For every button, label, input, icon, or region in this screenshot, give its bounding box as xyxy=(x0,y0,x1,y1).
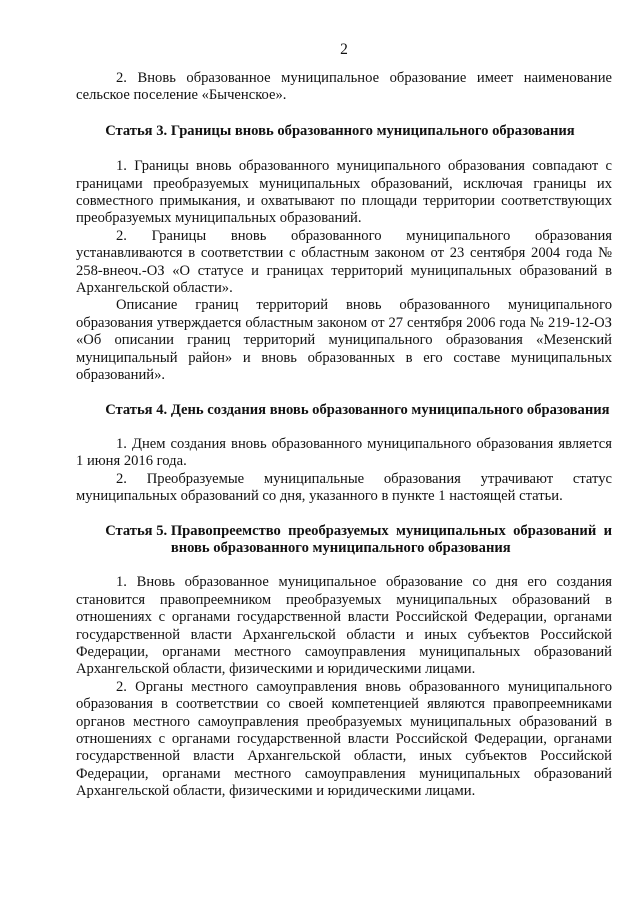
paragraph: 2. Вновь образованное муниципальное образование имеет наименование сельское поселение «Быченское». xyxy=(76,70,612,104)
article-number: Статья 4. xyxy=(105,401,171,418)
paragraph: 2. Преобразуемые муниципальные образования утрачивают статус муниципальных образований со дня, указанного в пункте 1 настоящей статьи. xyxy=(76,470,612,505)
paragraph: 1. Днем создания вновь образованного муниципального образования является 1 июня 2016 года. xyxy=(76,435,612,470)
article-4-heading xyxy=(76,402,612,419)
page-number: 2 xyxy=(340,41,348,58)
article-title: Границы вновь образованного муниципального образования xyxy=(170,122,575,139)
article-title: Правопреемство преобразуемых муниципальных образований и вновь образованного муниципального образования xyxy=(170,522,612,556)
document-page xyxy=(76,0,612,905)
paragraph: 1. Вновь образованное муниципальное образование со дня его создания становится правопреемником преобразуемых муниципальных образований в отношениях с органами государственной власти Российской Федерации, органами государственной власти Архангельской области и иных субъектов Российской Федерации, органами местного самоуправления муниципальных образований Архангельской области, физическими и юридическими лицами. xyxy=(76,574,612,678)
article-title: День создания вновь образованного муниципального образования xyxy=(170,401,610,418)
article-3-heading xyxy=(76,123,612,140)
paragraph: 2. Органы местного самоуправления вновь образованного муниципального образования в соответствии со своей компетенцией являются правопреемниками органов местного самоуправления преобразуемых муниципальных образований в отношениях с органами государственной власти Российской Федерации, органами государственной власти Архангельской области, иных субъектов Российской Федерации, органами местного самоуправления муниципальных образований Архангельской области, физическими и юридическими лицами. xyxy=(76,678,612,800)
article-number: Статья 3. xyxy=(105,122,171,139)
article-number: Статья 5. xyxy=(105,522,171,539)
paragraph: 1. Границы вновь образованного муниципального образования совпадают с границами преобразуемых муниципальных образований, исключая границы их совместного примыкания, и охватывают по площади территории соответствующих преобразуемых муниципальных образований. xyxy=(76,158,612,227)
paragraph: Описание границ территорий вновь образованного муниципального образования утверждается областным законом от 27 сентября 2006 года № 219-12-ОЗ «Об описании границ территорий муниципального образования «Мезенский муниципальный район» и вновь образованных в его составе муниципальных образований». xyxy=(76,297,612,384)
article-5-heading xyxy=(76,523,612,558)
paragraph: 2. Границы вновь образованного муниципального образования устанавливаются в соответствии с областным законом от 23 сентября 2004 года № 258-внеоч.-ОЗ «О статусе и границах территорий муниципальных образований в Архангельской области». xyxy=(76,227,612,297)
document-body xyxy=(76,70,612,801)
